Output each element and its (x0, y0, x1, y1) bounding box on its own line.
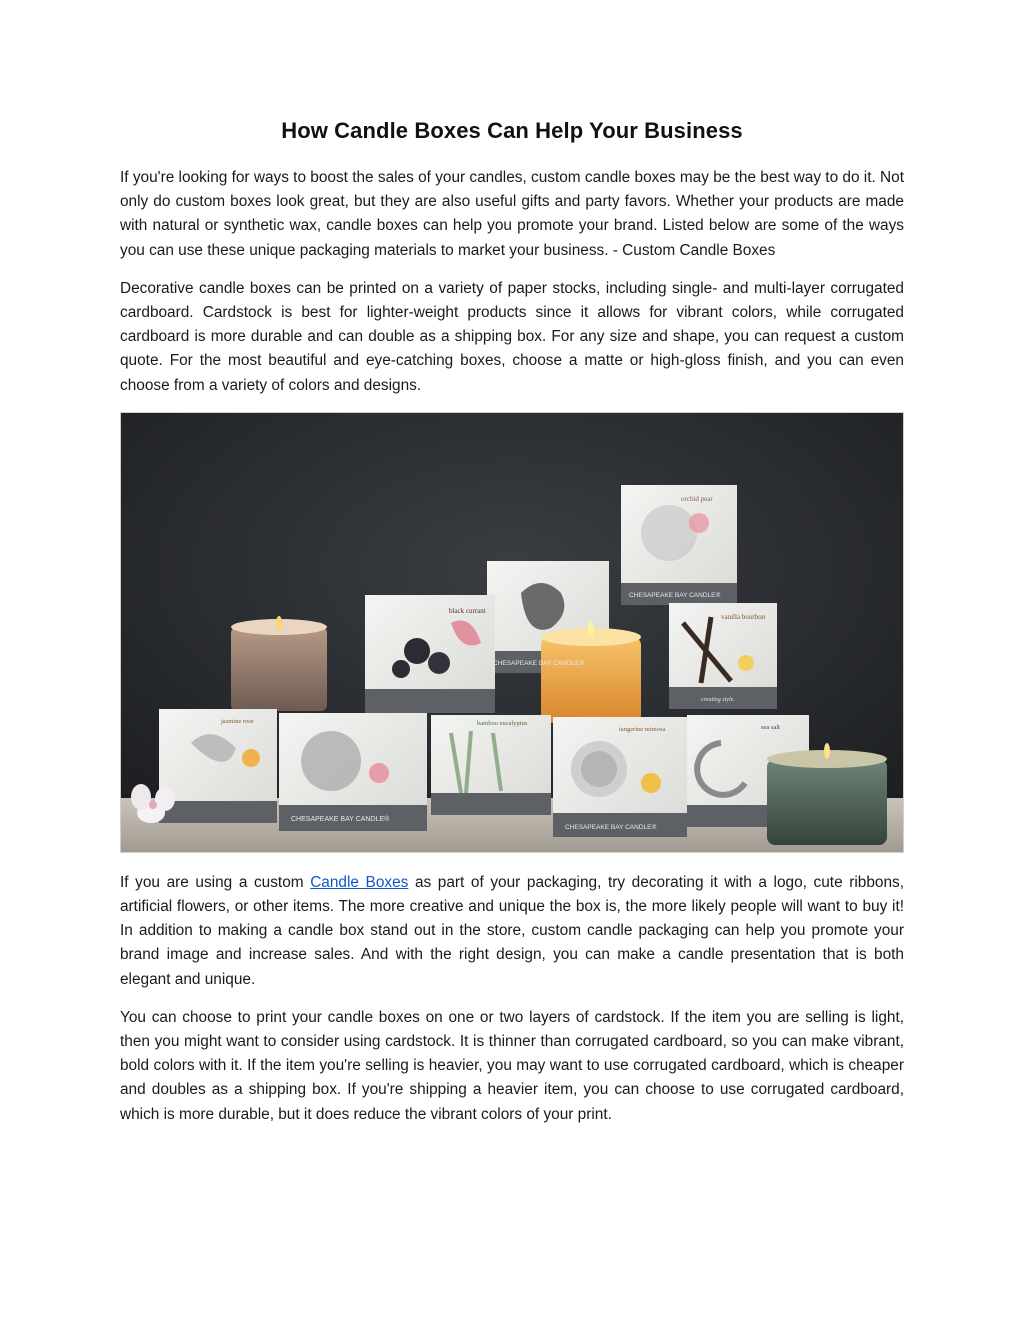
svg-text:creating style.: creating style. (701, 696, 735, 703)
box-vanilla-bourbon (669, 603, 777, 709)
svg-text:jasmine rose: jasmine rose (221, 717, 254, 725)
box-bamboo-eucalyptus (431, 715, 551, 815)
box-jasmine-rose (159, 709, 277, 823)
paragraph-paper-stocks: Decorative candle boxes can be printed on a variety of paper stocks, including single- and multi-layer corrugated cardboard. Cardstock is best for lighter-weight products since it allows for vibrant colors, while corrugated cardboard is more durable and can double as a shipping box. For any size and shape, you can request a custom quote. For the most beautiful and eye-catching boxes, choose a matte or high-gloss finish, and you can even choose from a variety of colors and designs. (120, 279, 904, 394)
candle-boxes-photo (120, 412, 904, 853)
page-title: How Candle Boxes Can Help Your Business (281, 118, 743, 143)
paragraph-cardstock: You can choose to print your candle boxes on one or two layers of cardstock. If the item you are selling is light, then you might want to consider using cardstock. It is thinner than corrugated cardboard, so you can make vibrant, bold colors with it. If the item you're selling is heavier, you may want to use corrugated cardboard, which is cheaper and doubles as a shipping box. If you're shipping a heavier item, you can choose to use corrugated cardboard, which is more durable, but it does reduce the vibrant colors of your print. (120, 1008, 904, 1123)
box-black-currant (365, 595, 495, 713)
document-page (120, 118, 904, 1141)
candle-orange (541, 621, 641, 723)
svg-text:CHESAPEAKE BAY CANDLE®: CHESAPEAKE BAY CANDLE® (493, 659, 585, 667)
svg-text:vanilla bourbon: vanilla bourbon (721, 612, 766, 621)
svg-text:tangerine mimosa: tangerine mimosa (619, 725, 666, 733)
svg-text:black currant: black currant (449, 606, 486, 615)
svg-text:sea salt: sea salt (761, 723, 780, 731)
svg-text:CHESAPEAKE BAY CANDLE®: CHESAPEAKE BAY CANDLE® (291, 815, 390, 823)
candle-green (767, 743, 887, 845)
box-orchid-bottom (279, 713, 427, 831)
svg-text:CHESAPEAKE BAY CANDLE®: CHESAPEAKE BAY CANDLE® (629, 591, 721, 599)
paragraph-intro: If you're looking for ways to boost the sales of your candles, custom candle boxes may be the best way to do it. Not only do custom boxes look great, but they are also useful gifts and party favors. Whether your products are made with natural or synthetic wax, candle boxes can help you promote your brand. Listed below are some of the ways you can use these unique packaging materials to market your business. - Custom Candle Boxes (120, 169, 904, 259)
box-orchid-pear (621, 485, 737, 605)
svg-text:orchid pear: orchid pear (681, 494, 713, 503)
candle-brown (231, 616, 327, 711)
svg-text:CHESAPEAKE BAY CANDLE®: CHESAPEAKE BAY CANDLE® (565, 823, 657, 831)
paragraph-decorating: If you are using a custom Candle Boxes as part of your packaging, try decorating it with a logo, cute ribbons, artificial flowers, or other items. The more creative and unique the box is, the more likely people will want to buy it! In addition to making a candle box stand out in the store, custom candle packaging can help you promote your brand image and increase sales. And with the right design, you can make a candle presentation that is both elegant and unique. (120, 873, 904, 988)
candle-boxes-link[interactable]: Candle Boxes (310, 873, 409, 891)
box-tangerine-mimosa (553, 717, 687, 837)
svg-text:bamboo eucalyptus: bamboo eucalyptus (477, 719, 528, 727)
